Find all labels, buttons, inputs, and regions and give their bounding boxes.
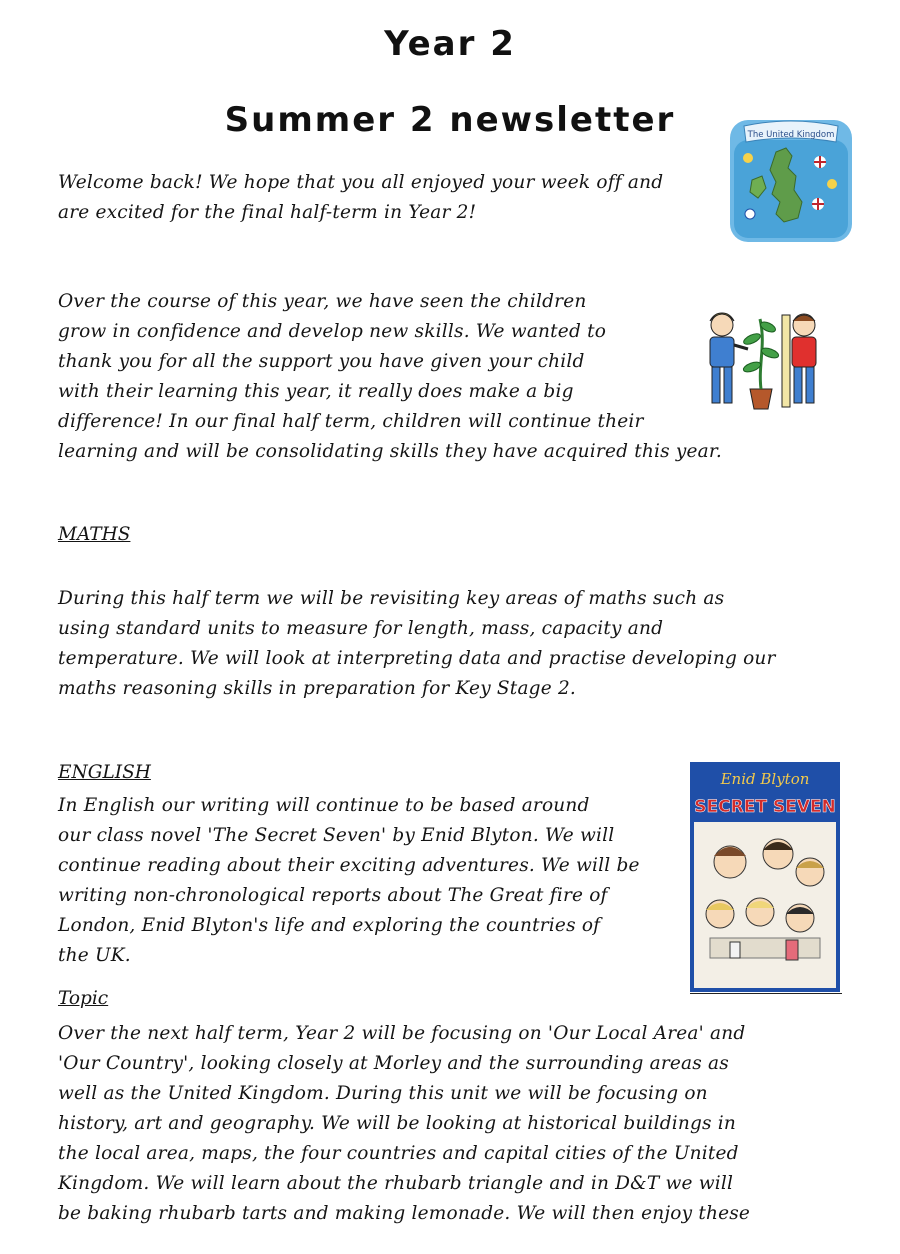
english-paragraph: In English our writing will continue to be based around our class novel 'The Secret Seven' by Enid Blyton. We will continue reading about their exciting adventures. We will be writing non-chronological reports about The Great fire of London, Enid Blyton's life and exploring the countries of the UK. (58, 795, 640, 966)
english-heading: ENGLISH (58, 762, 151, 783)
year-heading: Year 2 (384, 24, 516, 64)
map-caption: The United Kingdom (747, 130, 835, 140)
maths-heading: MATHS (58, 524, 131, 545)
secret-seven-book-image (690, 762, 840, 992)
topic-heading: Topic (58, 988, 109, 1009)
thanks-paragraph: Over the course of this year, we have seen the children grow in confidence and develop new skills. We wanted to thank you for all the support you have given your child with their learning this year, it really does make a big difference! In our final half term, children will continue their learning and will be consolidating skills they have acquired this year. (58, 291, 722, 462)
welcome-paragraph: Welcome back! We hope that you all enjoyed your week off and are excited for the final half-term in Year 2! (58, 172, 664, 223)
maths-paragraph: During this half term we will be revisiting key areas of maths such as using standard units to measure for length, mass, capacity and temperature. We will look at interpreting data and practise developing our maths reasoning skills in preparation for Key Stage 2. (58, 588, 776, 699)
book-underline (690, 993, 842, 994)
newsletter-title: Summer 2 newsletter (224, 100, 676, 140)
topic-paragraph: Over the next half term, Year 2 will be focusing on 'Our Local Area' and 'Our Country', looking closely at Morley and the surrounding areas as well as the United Kingdom. During this unit we will be focusing on history, art and geography. We will be looking at historical buildings in the local area, maps, the four countries and capital cities of the United Kingdom. We will learn about the rhubarb triangle and in D&T we will be baking rhubarb tarts and making lemonade. We will then enjoy these (58, 1023, 751, 1224)
book-title: SECRET SEVEN (694, 797, 836, 817)
uk-map-image (728, 118, 854, 244)
book-author: Enid Blyton (720, 770, 810, 788)
